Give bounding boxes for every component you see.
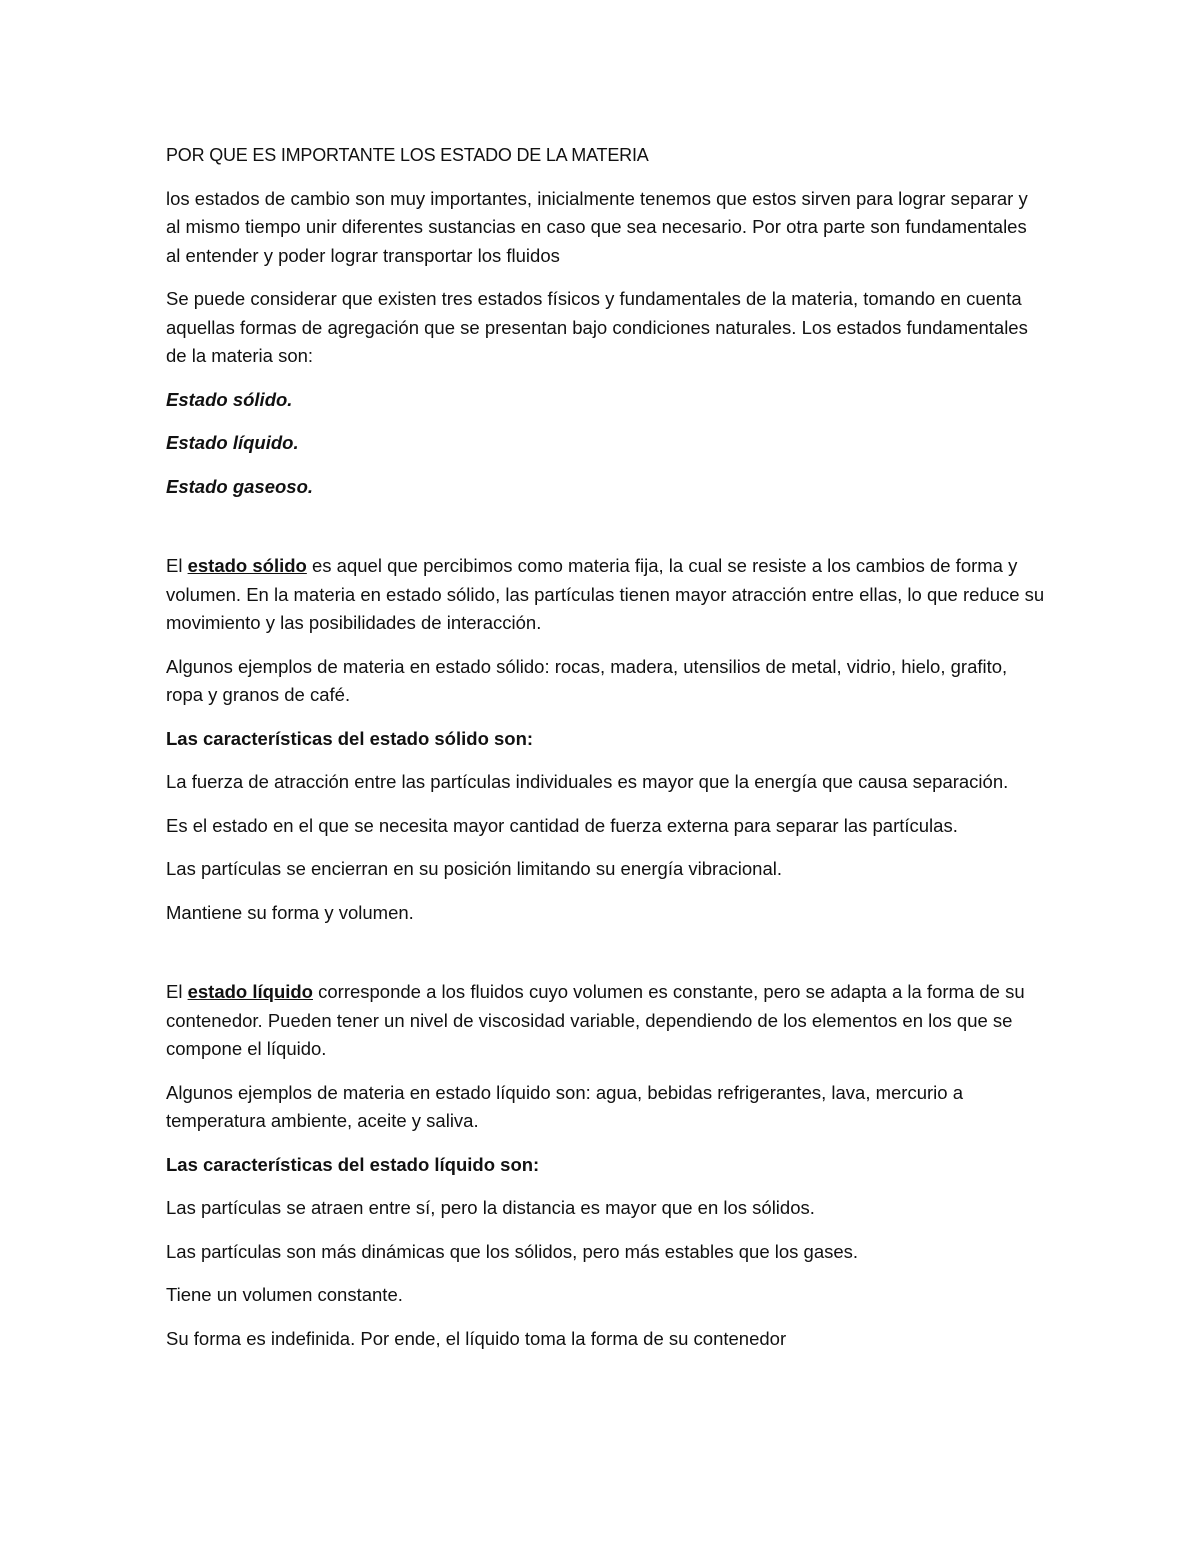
liquid-characteristic-item: Tiene un volumen constante.	[166, 1284, 403, 1305]
solid-description: es aquel que percibimos como materia fija, la cual se resiste a los cambios de forma y volumen. En la materia en estado sólido, las partículas tienen mayor atracción entre ellas, lo que reduce su movimiento y las posibilidades de interacción.	[166, 555, 1045, 633]
solid-characteristic-item: La fuerza de atracción entre las partículas individuales es mayor que la energía que causa separación.	[166, 771, 1009, 792]
document-title: POR QUE ES IMPORTANTE LOS ESTADO DE LA MATERIA	[166, 145, 649, 165]
states-list-item-solid: Estado sólido.	[166, 388, 293, 410]
document-body	[166, 141, 1046, 1368]
liquid-characteristic-item: Las partículas son más dinámicas que los sólidos, pero más estables que los gases.	[166, 1240, 859, 1262]
solid-term: estado sólido	[187, 555, 307, 576]
solid-characteristic-item: Mantiene su forma y volumen.	[166, 901, 414, 923]
solid-characteristic-item: Las partículas se encierran en su posición limitando su energía vibracional.	[166, 858, 782, 879]
liquid-examples-paragraph: Algunos ejemplos de materia en estado líquido son: agua, bebidas refrigerantes, lava, mercurio a temperatura ambiente, aceite y saliva.	[166, 1081, 963, 1131]
solid-characteristics-heading: Las características del estado sólido son:	[166, 727, 534, 749]
liquid-characteristics-heading: Las características del estado líquido son:	[166, 1153, 540, 1175]
solid-examples-paragraph: Algunos ejemplos de materia en estado sólido: rocas, madera, utensilios de metal, vidrio, hielo, grafito, ropa y granos de café.	[166, 655, 1008, 705]
solid-definition-paragraph	[166, 552, 1046, 638]
section-spacer	[166, 942, 1046, 978]
liquid-characteristic-item: Su forma es indefinida. Por ende, el líquido toma la forma de su contenedor	[166, 1327, 787, 1349]
liquid-term: estado líquido	[187, 981, 313, 1002]
solid-characteristic-item: Es el estado en el que se necesita mayor cantidad de fuerza externa para separar las partículas.	[166, 814, 958, 836]
liquid-description: corresponde a los fluidos cuyo volumen es constante, pero se adapta a la forma de su contenedor. Pueden tener un nivel de viscosidad variable, dependiendo de los elementos en los que se compone el líquido.	[166, 981, 1025, 1059]
intro-paragraph: los estados de cambio son muy importantes, inicialmente tenemos que estos sirven para lograr separar y al mismo tiempo unir diferentes sustancias en caso que sea necesario. Por otra parte son fundamentales al entender y poder lograr transportar los fluidos	[166, 187, 1028, 266]
states-paragraph: Se puede considerar que existen tres estados físicos y fundamentales de la materia, tomando en cuenta aquellas formas de agregación que se presentan bajo condiciones naturales. Los estados fundamentales de la materia son:	[166, 288, 1028, 366]
states-list-item-gas: Estado gaseoso.	[166, 475, 314, 497]
liquid-characteristic-item: Las partículas se atraen entre sí, pero la distancia es mayor que en los sólidos.	[166, 1197, 815, 1218]
section-spacer	[166, 516, 1046, 552]
liquid-lead: El	[166, 981, 188, 1002]
solid-lead: El	[166, 555, 188, 576]
states-list-item-liquid: Estado líquido.	[166, 432, 299, 453]
liquid-definition-paragraph	[166, 978, 1046, 1064]
